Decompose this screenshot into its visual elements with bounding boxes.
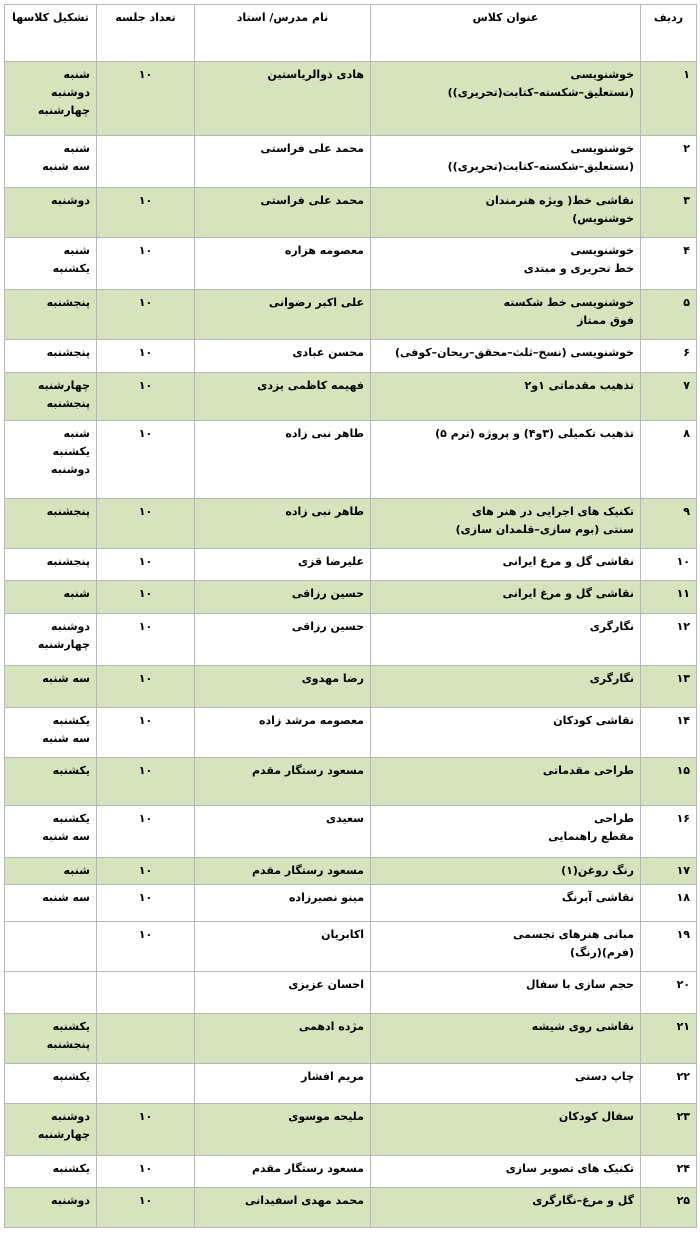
class-days: [5, 1188, 97, 1228]
session-count: ۱۰: [97, 188, 195, 238]
class-title: [371, 340, 641, 373]
class-days-line: چهارشنبه: [37, 104, 90, 117]
class-title-line: (نستعلیق–شکسته–کتابت(تحریری)): [447, 86, 634, 99]
teacher-name: مسعود رستگار مقدم: [195, 758, 371, 806]
class-schedule-table: [4, 4, 697, 1228]
table-row: [5, 581, 697, 614]
table-row: [5, 188, 697, 238]
class-days: [5, 581, 97, 614]
table-row: [5, 549, 697, 581]
teacher-name: حسین رزاقی: [195, 581, 371, 614]
class-days-line: پنجشنبه: [46, 1038, 90, 1051]
header-class-title: عنوان کلاس: [371, 5, 641, 62]
session-count: ۱۰: [97, 758, 195, 806]
row-number: ۲۰: [641, 972, 697, 1014]
class-title-line: حجم سازی با سفال: [525, 978, 634, 991]
class-title-line: تذهیب مقدماتی ۱و۲: [524, 379, 634, 392]
class-days: [5, 421, 97, 499]
class-title-line: تذهیب تکمیلی (۳و۴) و پروژه (ترم ۵): [435, 427, 634, 440]
class-days: [5, 373, 97, 421]
class-days: [5, 549, 97, 581]
table-row: [5, 373, 697, 421]
session-count: ۱۰: [97, 858, 195, 885]
class-title: [371, 549, 641, 581]
class-days: [5, 1156, 97, 1188]
teacher-name: فهیمه کاظمی یزدی: [195, 373, 371, 421]
teacher-name: مژده ادهمی: [195, 1014, 371, 1064]
class-days-line: سه شنبه: [42, 160, 90, 173]
teacher-name: حسین رزاقی: [195, 614, 371, 666]
header-teacher-name: نام مدرس/ استاد: [195, 5, 371, 62]
class-title: [371, 499, 641, 549]
class-days: [5, 1064, 97, 1104]
table-row: [5, 290, 697, 340]
table-row: [5, 806, 697, 858]
row-number: ۶: [641, 340, 697, 373]
class-title: [371, 885, 641, 922]
row-number: ۱۰: [641, 549, 697, 581]
session-count: ۱۰: [97, 1104, 195, 1156]
class-title-line: سفال کودکان: [558, 1110, 634, 1123]
class-title: [371, 708, 641, 758]
session-count: ۱۰: [97, 62, 195, 136]
class-title-line: خوشنویسی خط شکسته: [503, 296, 634, 309]
class-title-line: (نستعلیق–شکسته–کتابت(تحریری)): [447, 160, 634, 173]
row-number: ۲۵: [641, 1188, 697, 1228]
teacher-name: ملیحه موسوی: [195, 1104, 371, 1156]
class-days-line: شنبه: [63, 68, 90, 81]
class-days-line: شنبه: [63, 244, 90, 257]
row-number: ۱۵: [641, 758, 697, 806]
class-days: [5, 136, 97, 188]
class-days: [5, 858, 97, 885]
class-days-line: سه شنبه: [42, 891, 90, 904]
class-title: [371, 1104, 641, 1156]
header-row: [5, 5, 697, 62]
class-title-line: نگارگری: [589, 672, 634, 685]
class-title: [371, 238, 641, 290]
class-days-line: چهارشنبه: [37, 379, 90, 392]
class-title-line: (فرم)(رنگ): [570, 946, 634, 959]
row-number: ۲۲: [641, 1064, 697, 1104]
table-row: [5, 499, 697, 549]
row-number: ۱۹: [641, 922, 697, 972]
header-row-number: ردیف: [641, 5, 697, 62]
class-days-line: چهارشنبه: [37, 1128, 90, 1141]
class-title: [371, 1014, 641, 1064]
table-row: [5, 62, 697, 136]
class-title-line: طراحی: [593, 812, 634, 825]
class-days: [5, 340, 97, 373]
class-title-line: خوشنویسی: [570, 142, 634, 155]
session-count: ۱۰: [97, 340, 195, 373]
teacher-name: علی اکبر رضوانی: [195, 290, 371, 340]
session-count: [97, 136, 195, 188]
teacher-name: طاهر نبی زاده: [195, 499, 371, 549]
row-number: ۲۳: [641, 1104, 697, 1156]
class-days-line: دوشنبه: [51, 194, 90, 207]
session-count: ۱۰: [97, 290, 195, 340]
teacher-name: مریم افشار: [195, 1064, 371, 1104]
class-days-line: دوشنبه: [51, 86, 90, 99]
class-days-line: پنجشنبه: [46, 296, 90, 309]
teacher-name: محمد علی فراستی: [195, 136, 371, 188]
table-row: [5, 885, 697, 922]
class-title: [371, 1188, 641, 1228]
class-title-line: سنتی (بوم سازی–قلمدان سازی): [455, 523, 634, 536]
class-title: [371, 614, 641, 666]
row-number: ۸: [641, 421, 697, 499]
row-number: ۴: [641, 238, 697, 290]
class-title-line: رنگ روغن(۱): [561, 864, 634, 877]
class-title: [371, 972, 641, 1014]
class-title-line: تکنیک های اجرایی در هنر های: [471, 505, 634, 518]
teacher-name: سعیدی: [195, 806, 371, 858]
teacher-name: مسعود رستگار مقدم: [195, 1156, 371, 1188]
class-days: [5, 922, 97, 972]
table-row: [5, 340, 697, 373]
class-title-line: نگارگری: [589, 620, 634, 633]
session-count: ۱۰: [97, 1156, 195, 1188]
teacher-name: محسن عبادی: [195, 340, 371, 373]
table-row: [5, 758, 697, 806]
session-count: ۱۰: [97, 806, 195, 858]
class-days-line: شنبه: [63, 142, 90, 155]
class-days-line: یکشنبه: [52, 1070, 90, 1083]
session-count: ۱۰: [97, 421, 195, 499]
class-title: [371, 373, 641, 421]
header-session-count: تعداد جلسه: [97, 5, 195, 62]
class-title-line: تکنیک های تصویر سازی: [505, 1162, 634, 1175]
session-count: ۱۰: [97, 885, 195, 922]
class-days: [5, 708, 97, 758]
class-days-line: دوشنبه: [51, 463, 90, 476]
class-days-line: چهارشنبه: [37, 638, 90, 651]
teacher-name: مینو نصیرزاده: [195, 885, 371, 922]
teacher-name: محمد مهدی اسفیدانی: [195, 1188, 371, 1228]
class-title: [371, 136, 641, 188]
class-days: [5, 806, 97, 858]
class-title: [371, 421, 641, 499]
class-title-line: نقاشی خط( ویژه هنرمندان: [485, 194, 634, 207]
table-row: [5, 136, 697, 188]
class-days-line: شنبه: [63, 587, 90, 600]
table-body: [5, 62, 697, 1228]
class-days-line: یکشنبه: [52, 445, 90, 458]
row-number: ۵: [641, 290, 697, 340]
teacher-name: مسعود رستگار مقدم: [195, 858, 371, 885]
class-days: [5, 758, 97, 806]
class-title: [371, 1156, 641, 1188]
class-title-line: نقاشی کودکان: [553, 714, 634, 727]
class-title: [371, 922, 641, 972]
table-row: [5, 1156, 697, 1188]
table-row: [5, 972, 697, 1014]
class-days-line: سه شنبه: [42, 732, 90, 745]
teacher-name: علیرضا قزی: [195, 549, 371, 581]
class-title: [371, 62, 641, 136]
class-days-line: یکشنبه: [52, 1020, 90, 1033]
class-title-line: گل و مرغ–نگارگری: [532, 1194, 634, 1207]
row-number: ۱۱: [641, 581, 697, 614]
session-count: ۱۰: [97, 549, 195, 581]
class-days-line: سه شنبه: [42, 830, 90, 843]
class-title-line: فوق ممتاز: [577, 314, 634, 327]
class-days: [5, 62, 97, 136]
class-days-line: پنجشنبه: [46, 505, 90, 518]
class-title: [371, 1064, 641, 1104]
table-row: [5, 1188, 697, 1228]
class-title-line: خط تحریری و مبتدی: [523, 262, 634, 275]
class-days: [5, 238, 97, 290]
class-days-line: یکشنبه: [52, 262, 90, 275]
class-days: [5, 1014, 97, 1064]
class-title-line: نقاشی روی شیشه: [531, 1020, 634, 1033]
row-number: ۱۲: [641, 614, 697, 666]
class-days-line: شنبه: [63, 427, 90, 440]
class-title: [371, 858, 641, 885]
table-row: [5, 1064, 697, 1104]
table-row: [5, 858, 697, 885]
row-number: ۱۸: [641, 885, 697, 922]
session-count: [97, 1014, 195, 1064]
session-count: ۱۰: [97, 499, 195, 549]
session-count: ۱۰: [97, 238, 195, 290]
teacher-name: رضا مهدوی: [195, 666, 371, 708]
class-title: [371, 666, 641, 708]
teacher-name: هادی ذوالریاستین: [195, 62, 371, 136]
class-title-line: طراحی مقدماتی: [542, 764, 634, 777]
table-row: [5, 1104, 697, 1156]
row-number: ۳: [641, 188, 697, 238]
class-days-line: دوشنبه: [51, 1110, 90, 1123]
header-class-days: تشکیل کلاسها: [5, 5, 97, 62]
session-count: ۱۰: [97, 708, 195, 758]
class-days: [5, 1104, 97, 1156]
table-row: [5, 421, 697, 499]
class-title-line: خوشنویسی: [570, 68, 634, 81]
class-title: [371, 581, 641, 614]
session-count: ۱۰: [97, 1188, 195, 1228]
session-count: [97, 1064, 195, 1104]
table-row: [5, 708, 697, 758]
row-number: ۱۷: [641, 858, 697, 885]
class-days-line: یکشنبه: [52, 1162, 90, 1175]
class-days-line: شنبه: [63, 864, 90, 877]
class-days: [5, 290, 97, 340]
class-title-line: مبانی هنرهای تجسمی: [513, 928, 634, 941]
class-days-line: یکشنبه: [52, 714, 90, 727]
class-title-line: نقاشی آبرنگ: [561, 891, 634, 904]
table-row: [5, 238, 697, 290]
class-title: [371, 806, 641, 858]
table-row: [5, 614, 697, 666]
row-number: ۲: [641, 136, 697, 188]
class-title-line: نقاشی گل و مرغ ایرانی: [502, 587, 634, 600]
table-row: [5, 922, 697, 972]
class-days-line: یکشنبه: [52, 764, 90, 777]
row-number: ۲۴: [641, 1156, 697, 1188]
table-row: [5, 1014, 697, 1064]
teacher-name: احسان عزیزی: [195, 972, 371, 1014]
session-count: ۱۰: [97, 581, 195, 614]
row-number: ۱۴: [641, 708, 697, 758]
class-title-line: خوشنویسی (نسخ–ثلث–محقق–ریحان–کوفی): [395, 346, 634, 359]
class-title-line: نقاشی گل و مرغ ایرانی: [502, 555, 634, 568]
class-days: [5, 885, 97, 922]
class-title: [371, 758, 641, 806]
row-number: ۱۳: [641, 666, 697, 708]
teacher-name: معصومه مرشد زاده: [195, 708, 371, 758]
table-row: [5, 666, 697, 708]
class-title-line: خوشنویسی: [570, 244, 634, 257]
class-days-line: دوشنبه: [51, 1194, 90, 1207]
row-number: ۷: [641, 373, 697, 421]
teacher-name: معصومه هزاره: [195, 238, 371, 290]
class-days-line: پنجشنبه: [46, 346, 90, 359]
class-days-line: یکشنبه: [52, 812, 90, 825]
class-title: [371, 188, 641, 238]
class-title-line: خوشنویس): [572, 212, 634, 225]
teacher-name: اکابریان: [195, 922, 371, 972]
class-days-line: سه شنبه: [42, 672, 90, 685]
class-days-line: دوشنبه: [51, 620, 90, 633]
class-title-line: مقطع راهنمایی: [548, 830, 634, 843]
session-count: ۱۰: [97, 373, 195, 421]
row-number: ۲۱: [641, 1014, 697, 1064]
teacher-name: طاهر نبی زاده: [195, 421, 371, 499]
session-count: [97, 972, 195, 1014]
session-count: ۱۰: [97, 614, 195, 666]
class-title: [371, 290, 641, 340]
class-days: [5, 499, 97, 549]
teacher-name: محمد علی فراستی: [195, 188, 371, 238]
class-days: [5, 972, 97, 1014]
row-number: ۹: [641, 499, 697, 549]
row-number: ۱: [641, 62, 697, 136]
session-count: ۱۰: [97, 922, 195, 972]
class-days: [5, 188, 97, 238]
class-days-line: پنجشنبه: [46, 555, 90, 568]
class-days-line: پنجشنبه: [46, 397, 90, 410]
class-days: [5, 666, 97, 708]
row-number: ۱۶: [641, 806, 697, 858]
session-count: ۱۰: [97, 666, 195, 708]
class-title-line: چاپ دستی: [574, 1070, 634, 1083]
class-days: [5, 614, 97, 666]
